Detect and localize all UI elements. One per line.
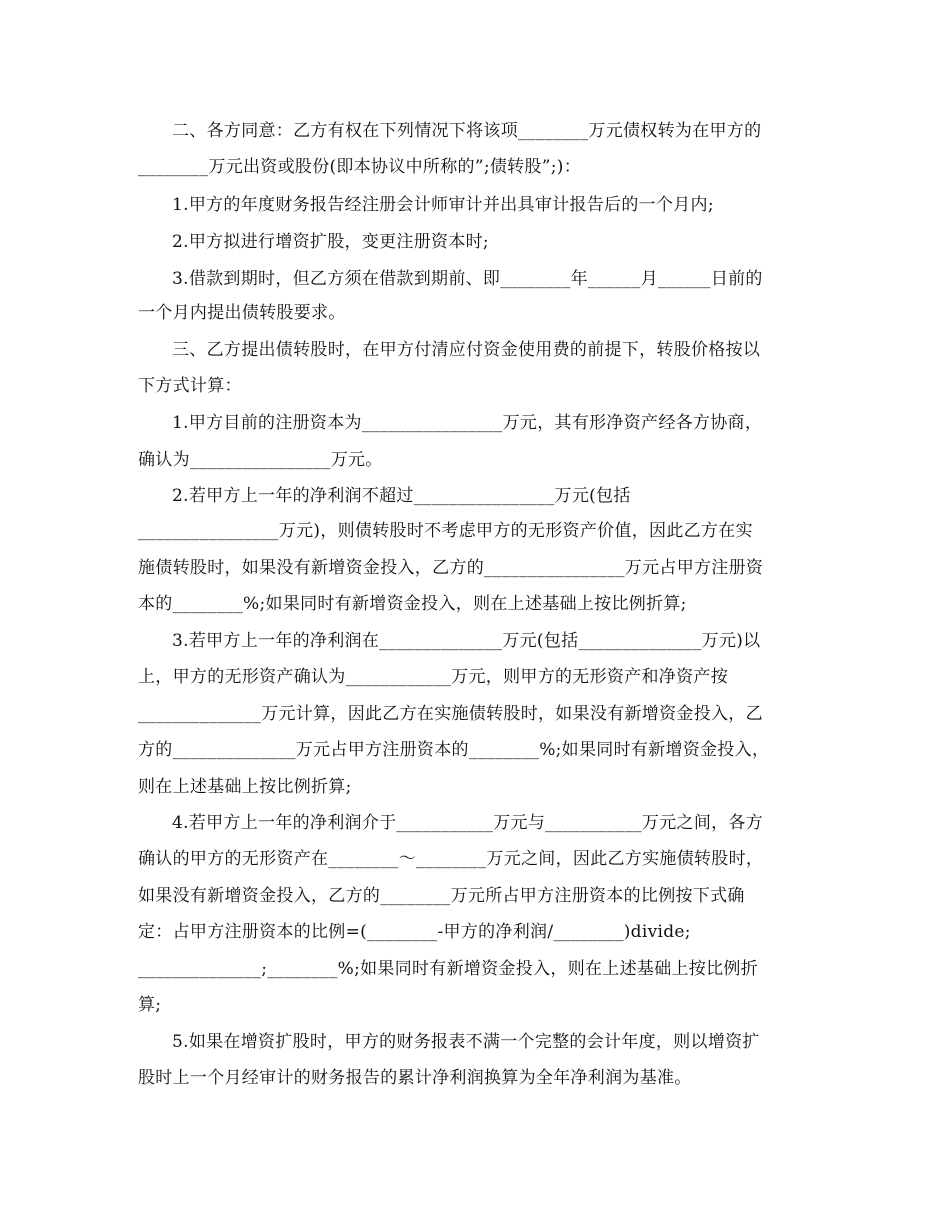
text-line: 1.甲方的年度财务报告经注册会计师审计并出具审计报告后的一个月内;	[172, 195, 714, 215]
text-line: 3.借款到期时，但乙方须在借款到期前、即________年______月______日前的	[172, 269, 763, 289]
text-line: 一个月内提出债转股要求。	[138, 303, 346, 323]
text-line: 2.若甲方上一年的净利润不超过________________万元(包括	[172, 486, 631, 506]
text-line: 三、乙方提出债转股时，在甲方付清应付资金使用费的前提下，转股价格按以	[172, 340, 761, 360]
text-line: 本的________%;如果同时有新增资金投入，则在上述基础上按比例折算;	[138, 594, 687, 614]
text-line: 股时上一个月经审计的财务报告的累计净利润换算为全年净利润为基准。	[138, 1068, 692, 1088]
text-line: 算;	[138, 995, 162, 1015]
text-line: 4.若甲方上一年的净利润介于___________万元与___________万元之间，各方	[172, 813, 764, 833]
text-line: 施债转股时，如果没有新增资金投入，乙方的________________万元占甲方注册资	[138, 558, 764, 578]
text-line: 确认的甲方的无形资产在________～________万元之间，因此乙方实施债转股时，	[138, 849, 764, 869]
text-line: ______________万元计算，因此乙方在实施债转股时，如果没有新增资金投入，乙	[138, 704, 763, 724]
text-line: 如果没有新增资金投入，乙方的________万元所占甲方注册资本的比例按下式确	[138, 886, 745, 906]
text-line: 确认为________________万元。	[138, 450, 383, 470]
text-line: 二、各方同意：乙方有权在下列情况下将该项________万元债权转为在甲方的	[172, 121, 762, 141]
text-line: ________万元出资或股份(即本协议中所称的”;债转股”;)：	[138, 157, 582, 177]
text-line: 定：占甲方注册资本的比例=(________-甲方的净利润/________)divide;	[138, 922, 691, 942]
text-line: 上，甲方的无形资产确认为____________万元，则甲方的无形资产和净资产按	[138, 667, 728, 687]
text-line: ________________万元)，则债转股时不考虑甲方的无形资产价值，因此乙方在实	[138, 521, 753, 541]
text-line: 下方式计算：	[138, 376, 242, 396]
text-line: 2.甲方拟进行增资扩股，变更注册资本时;	[172, 232, 489, 252]
text-line: 1.甲方目前的注册资本为________________万元，其有形净资产经各方协商，	[172, 413, 763, 433]
text-line: 则在上述基础上按比例折算;	[138, 777, 352, 797]
text-line: 方的______________万元占甲方注册资本的________%;如果同时有新增资金投入，	[138, 740, 770, 760]
text-line: 3.若甲方上一年的净利润在______________万元(包括______________万元)以	[172, 631, 761, 651]
text-line: ______________;________%;如果同时有新增资金投入，则在上述基础上按比例折	[138, 959, 759, 979]
text-line: 5.如果在增资扩股时，甲方的财务报表不满一个完整的会计年度，则以增资扩	[172, 1032, 760, 1052]
